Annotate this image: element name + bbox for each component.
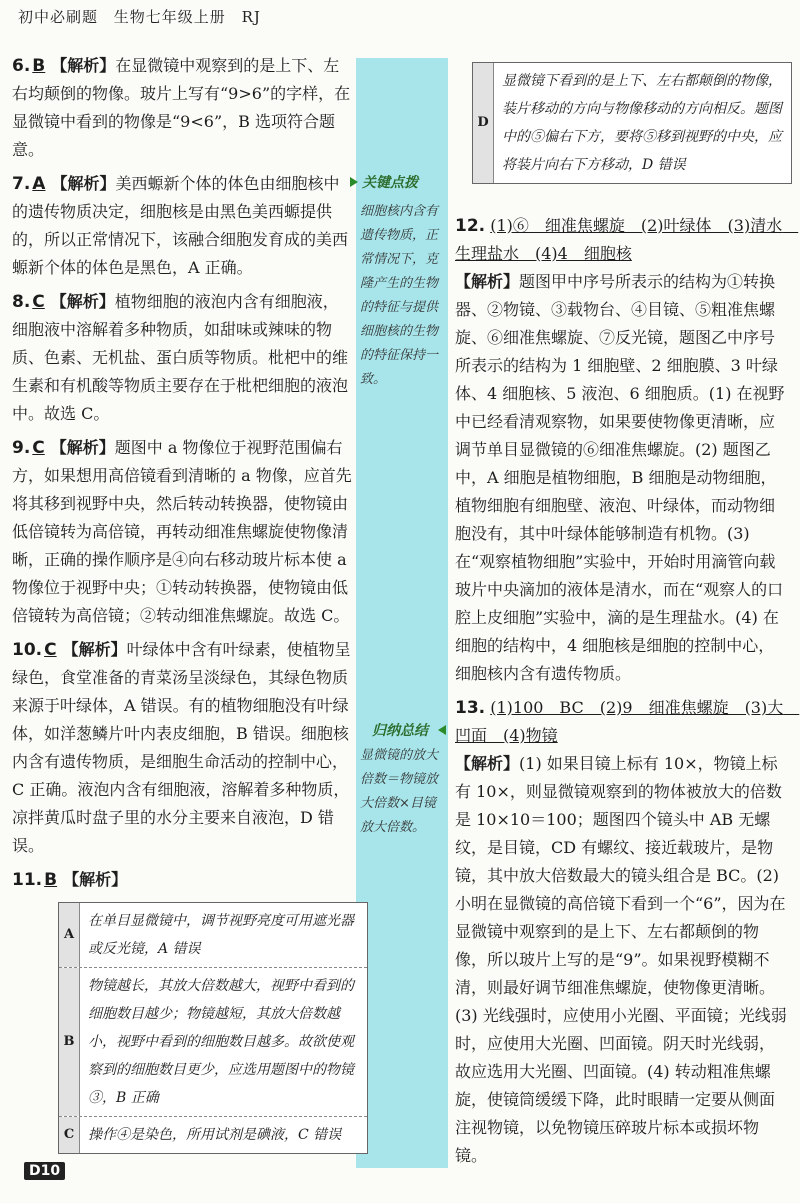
answer-item-9 (12, 434, 352, 630)
question-number: 12. (455, 216, 486, 236)
analysis-text: 题图甲中序号所表示的结构为①转换器、②物镜、③载物台、④目镜、⑤粗准焦螺旋、⑥细准焦螺旋、⑦反光镜，题图乙中序号所表示的结构为 1 细胞壁、2 细胞膜、3 叶绿体、4 细胞核、5 液泡、6 细胞质。(1) 在视野中已经看清观察物，如果要使物像更清晰，应调节单目显微镜的⑥细准焦螺旋。(2) 题图乙中，A 细胞是植物细胞，B 细胞是动物细胞，植物细胞有细胞壁、液泡、叶绿体，而动物细胞没有，其中叶绿体能够制造有机物。(3) 在“观察植物细胞”实验中，开始时用滴管向载玻片中央滴加的液体是清水，而在“观察人的口腔上皮细胞”实验中，滴的是生理盐水。(4) 在细胞的结构中，4 细胞核是细胞的控制中心，细胞核内含有遗传物质。 (455, 272, 785, 683)
option-table (58, 902, 368, 1154)
analysis-tag: 【解析】 (455, 754, 520, 773)
answer-choice: C (32, 292, 45, 312)
edition-label: RJ (241, 8, 261, 26)
answer-choice: B (44, 870, 58, 890)
row-label: A (59, 903, 80, 967)
analysis-text: 叶绿体中含有叶绿素，使植物呈绿色，食堂准备的青菜汤呈淡绿色，其绿色物质来源于叶绿体，A 错误。有的植物细胞没有叶绿体，如洋葱鳞片叶内表皮细胞，B 错误。细胞核内含有遗传物质，是细胞生命活动的控制中心，C 正确。液泡内含有细胞液，溶解着多种物质，凉拌黄瓜时盘子里的水分主要来自液泡，D 错误。 (12, 640, 351, 855)
page-header (18, 6, 271, 27)
answer-item-13 (455, 694, 800, 1170)
analysis-tag: 【解析】 (62, 640, 127, 659)
analysis-tag: 【解析】 (63, 870, 128, 889)
row-label: D (473, 63, 494, 183)
row-text: 物镜越长，其放大倍数越大，视野中看到的细胞数目越少；物镜越短，其放大倍数越小，视野中看到的细胞数目越多。故欲使观察到的细胞数目更少，应选用题图中的物镜③，B 正确 (88, 978, 354, 1106)
row-text: 在单目显微镜中，调节视野亮度可用遮光器或反光镜，A 错误 (88, 913, 354, 957)
row-text: 显微镜下看到的是上下、左右都颠倒的物像，装片移动的方向与物像移动的方向相反。题图中的⑤偏右下方，要将⑤移到视野的中央，应将装片向右下方移动，D 错误 (502, 73, 782, 173)
subject-title: 生物七年级上册 (113, 8, 226, 26)
question-number: 7. (12, 174, 31, 194)
question-number: 13. (455, 698, 486, 718)
analysis-tag: 【解析】 (51, 174, 116, 193)
answer-choice: C (44, 640, 57, 660)
summary-title: 归纳总结 (372, 723, 428, 739)
answer-text: (1)⑥ 细准焦螺旋 (2)叶绿体 (3)清水 生理盐水 (4)4 细胞核 (455, 216, 799, 263)
answer-item-11 (12, 866, 352, 894)
key-point-title: 关键点拨 (362, 175, 418, 191)
table-row (59, 903, 367, 968)
option-table-continued (472, 62, 792, 184)
left-column (12, 52, 352, 900)
analysis-tag: 【解析】 (455, 272, 520, 291)
analysis-text: 在显微镜中观察到的是上下、左右均颠倒的物像。玻片上写有“9>6”的字样，在显微镜中看到的物像是“9<6”，B 选项符合题意。 (12, 56, 351, 159)
table-row (59, 968, 367, 1117)
answer-item-12 (455, 212, 799, 688)
table-row (59, 1117, 367, 1153)
question-number: 11. (12, 870, 43, 890)
right-column (455, 212, 800, 1176)
analysis-tag: 【解析】 (50, 292, 115, 311)
book-title: 初中必刷题 (18, 8, 99, 26)
arrow-icon (438, 725, 446, 735)
table-row (473, 63, 791, 183)
question-number: 6. (12, 56, 31, 76)
answer-choice: B (32, 56, 46, 76)
answer-text: (1)100 BC (2)9 细准焦螺旋 (3)大 凹面 (4)物镜 (455, 698, 800, 745)
page-number: D10 (24, 1162, 65, 1180)
analysis-text: 题图中 a 物像位于视野范围偏右方，如果想用高倍镜看到清晰的 a 物像，应首先将其移到视野中央，然后转动转换器，使物镜由低倍镜转为高倍镜，再转动细准焦螺旋使物像清晰，正确的操作顺序是④向右移动玻片标本使 a 物像位于视野中央；①转动转换器，使物镜由低倍镜转为高倍镜；②转动细准焦螺旋。故选 C。 (12, 438, 352, 625)
analysis-tag: 【解析】 (51, 56, 116, 75)
answer-item-6 (12, 52, 352, 164)
question-number: 8. (12, 292, 31, 312)
analysis-text: 植物细胞的液泡内含有细胞液，细胞液中溶解着多种物质，如甜味或辣味的物质、色素、无机盐、蛋白质等物质。枇杷中的维生素和有机酸等物质主要存在于枇杷细胞的液泡中。故选 C。 (12, 292, 349, 423)
key-point-body: 细胞核内含有遗传物质，正常情况下，克隆产生的生物的特征与提供细胞核的生物的特征保持一致。 (360, 204, 439, 387)
answer-choice: A (32, 174, 46, 194)
row-label: B (59, 968, 80, 1116)
answer-item-8 (12, 288, 352, 428)
answer-item-7 (12, 170, 352, 282)
analysis-tag: 【解析】 (50, 438, 115, 457)
answer-item-10 (12, 636, 352, 860)
question-number: 9. (12, 438, 31, 458)
analysis-text: (1) 如果目镜上标有 10×，物镜上标有 10×，则显微镜观察到的物体被放大的倍数是 10×10＝100；题图四个镜头中 AB 无螺纹，是目镜，CD 有螺纹、接近载玻片，是物镜，其中放大倍数最大的镜头组合是 BC。(2) 小明在显微镜的高倍镜下看到一个“6”，因为在显微镜中观察到的是上下、左右都颠倒的物像，所以玻片上写的是“9”。如果视野模糊不清，则最好调节细准焦螺旋，使物像更清晰。(3) 光线强时，应使用小光圈、平面镜；光线弱时，应使用大光圈、凹面镜。阴天时光线弱，故应选用大光圈、凹面镜。(4) 转动粗准焦螺旋，使镜筒缓缓下降，此时眼睛一定要从侧面注视物镜，以免物镜压碎玻片标本或损坏物镜。 (455, 754, 787, 1165)
analysis-text: 美西螈新个体的体色由细胞核中的遗传物质决定，细胞核是由黑色美西螈提供的，所以正常情况下，该融合细胞发育成的美西螈新个体的体色是黑色，A 正确。 (12, 174, 349, 277)
summary-body: 显微镜的放大倍数＝物镜放大倍数×目镜放大倍数。 (360, 748, 439, 835)
row-text: 操作④是染色，所用试剂是碘液，C 错误 (88, 1127, 342, 1143)
answer-choice: C (32, 438, 45, 458)
question-number: 10. (12, 640, 43, 660)
row-label: C (59, 1117, 80, 1153)
